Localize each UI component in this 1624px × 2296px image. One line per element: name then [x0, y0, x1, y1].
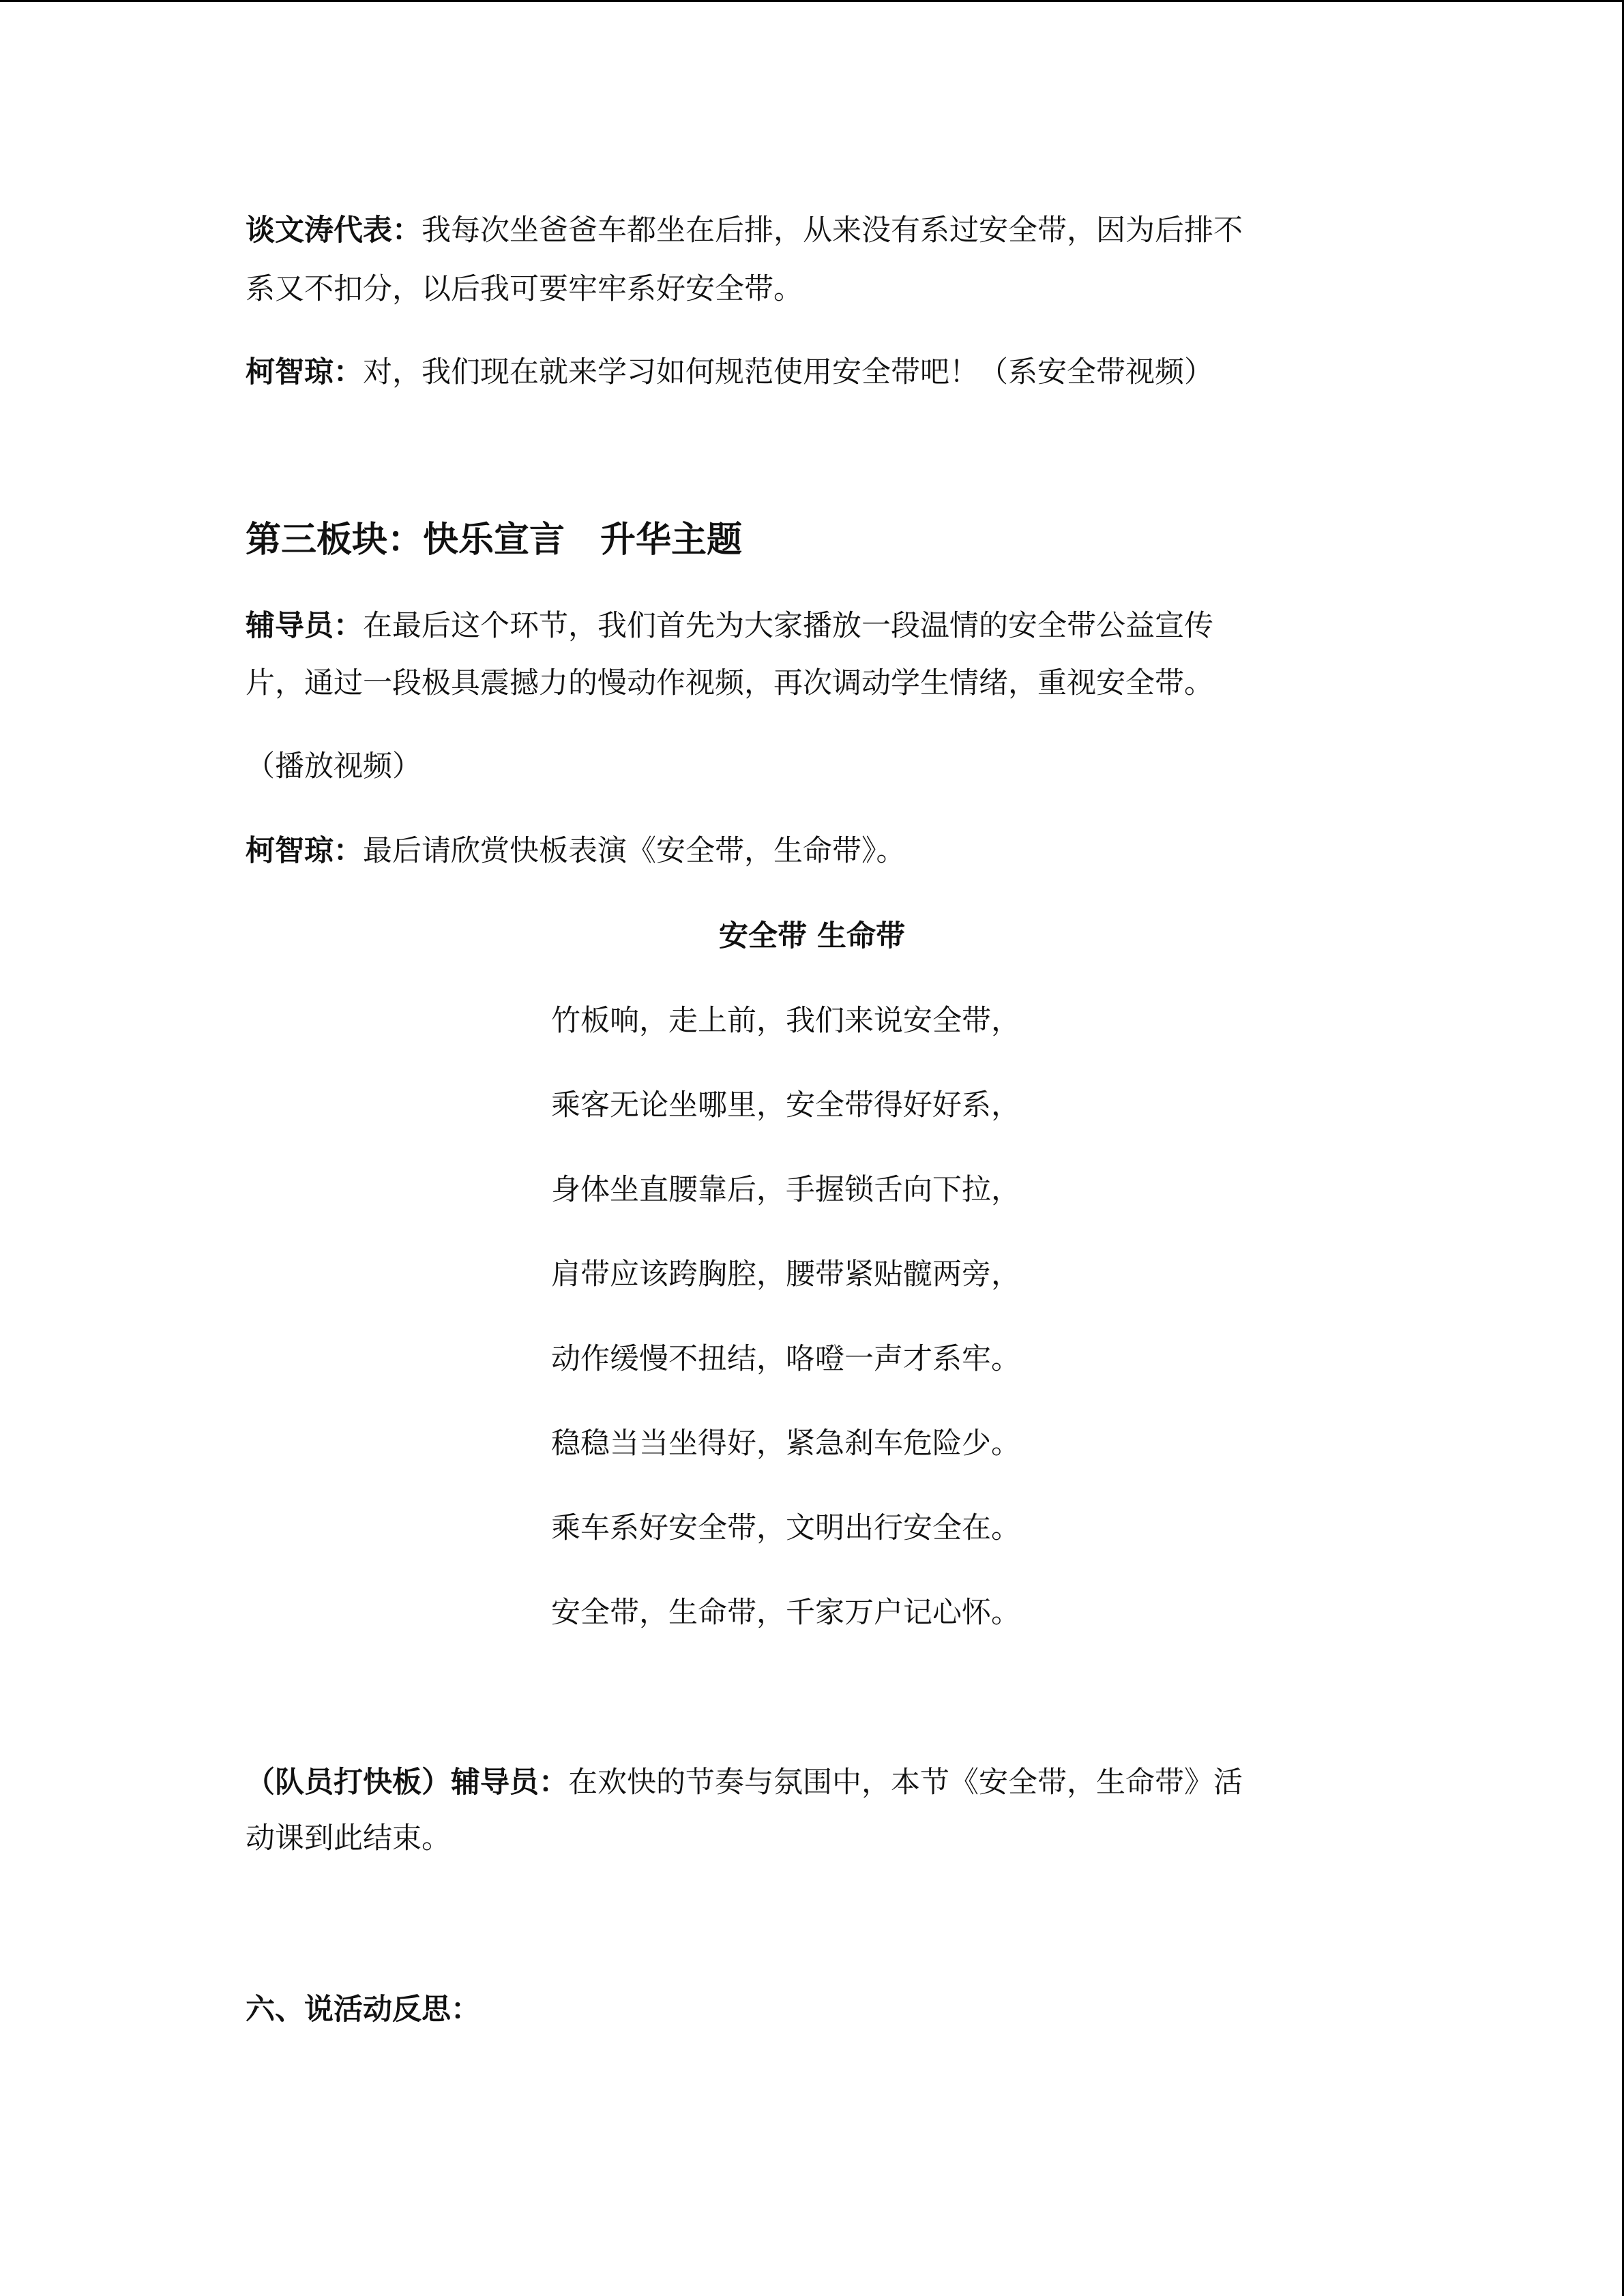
dialogue-text: 系又不扣分，以后我可要牢牢系好安全带。 — [246, 272, 803, 306]
speaker-label: 柯智琼： — [246, 834, 363, 868]
poem-line: 肩带应该跨胸腔，腰带紧贴髋两旁， — [551, 1257, 1020, 1292]
poem-line: 竹板响，走上前，我们来说安全带， — [551, 1004, 1020, 1038]
dialogue-counselor-line2 — [246, 653, 1364, 713]
dialogue-closing-line1 — [246, 1753, 1364, 1813]
top-border-line — [0, 0, 1624, 2]
stage-direction: （播放视频） — [246, 749, 422, 784]
poem-line: 身体坐直腰靠后，手握锁舌向下拉， — [551, 1173, 1020, 1207]
speaker-label: 谈文涛代表： — [246, 213, 422, 248]
dialogue-text: 在欢快的节奏与氛围中，本节《安全带，生命带》活 — [568, 1765, 1243, 1800]
dialogue-tan-wentao-line2 — [246, 259, 1364, 319]
dialogue-text: 在最后这个环节，我们首先为大家播放一段温情的安全带公益宣传 — [363, 609, 1213, 643]
poem-line: 安全带，生命带，千家万户记心怀。 — [551, 1596, 1020, 1630]
dialogue-counselor-line1 — [246, 596, 1364, 656]
dialogue-text: 对，我们现在就来学习如何规范使用安全带吧！（系安全带视频） — [363, 355, 1213, 389]
dialogue-ke-zhiqiong-1 — [246, 342, 1364, 402]
dialogue-text: 我每次坐爸爸车都坐在后排，从来没有系过安全带，因为后排不 — [422, 213, 1243, 248]
poem-line: 稳稳当当坐得好，紧急刹车危险少。 — [551, 1427, 1020, 1461]
poem-line: 乘车系好安全带，文明出行安全在。 — [551, 1511, 1020, 1545]
dialogue-text: 片，通过一段极具震撼力的慢动作视频，再次调动学生情绪，重视安全带。 — [246, 666, 1213, 700]
poem-line: 乘客无论坐哪里，安全带得好好系， — [551, 1088, 1020, 1122]
speaker-label: （队员打快板）辅导员： — [246, 1765, 568, 1800]
dialogue-text: 最后请欣赏快板表演《安全带，生命带》。 — [363, 834, 906, 868]
dialogue-closing-line2 — [246, 1808, 1364, 1868]
section-heading-reflection: 六、说活动反思： — [246, 1993, 480, 2027]
speaker-label: 辅导员： — [246, 609, 363, 643]
poem-title: 安全带 生命带 — [719, 919, 905, 953]
section-heading-part-three: 第三板块：快乐宣言 升华主题 — [246, 519, 743, 561]
dialogue-tan-wentao-line1 — [246, 200, 1364, 260]
dialogue-text: 动课到此结束。 — [246, 1821, 451, 1855]
poem-line: 动作缓慢不扭结，咯噔一声才系牢。 — [551, 1342, 1020, 1376]
dialogue-ke-zhiqiong-2 — [246, 821, 1364, 881]
speaker-label: 柯智琼： — [246, 355, 363, 389]
